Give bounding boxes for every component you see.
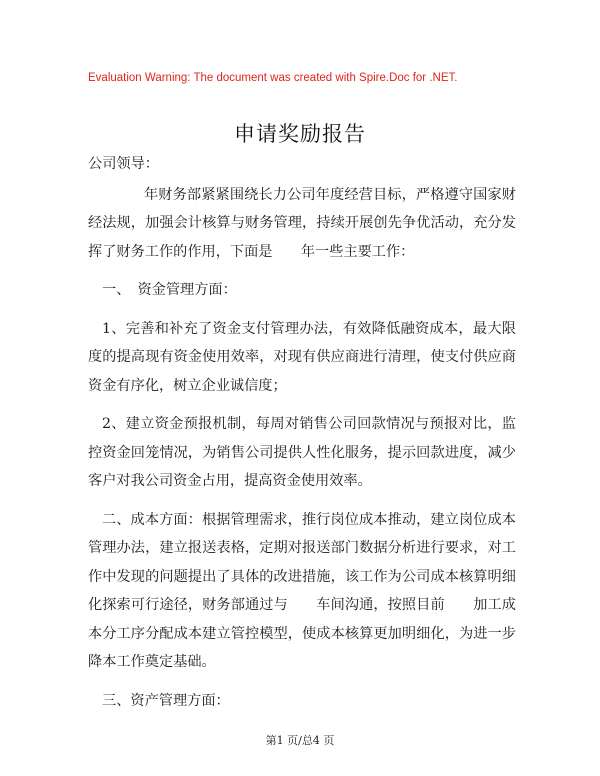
intro-paragraph: 年财务部紧紧围绕长力公司年度经营目标，严格遵守国家财经法规，加强会计核算与财务管理，持续开展创先争优活动，充分发挥了财务工作的作用，下面是 年一些主要工作： [88, 186, 516, 260]
section-heading-assets: 三、资产管理方面： [102, 692, 230, 709]
document-body [88, 150, 516, 715]
section-heading-funds: 一、 资金管理方面： [102, 282, 237, 298]
page-number: 第1 页/总4 页 [265, 734, 335, 747]
evaluation-warning: Evaluation Warning: The document was created with Spire.Doc for .NET. [88, 72, 458, 84]
salutation: 公司领导： [88, 156, 159, 172]
paragraph-item-1: 1、完善和补充了资金支付管理办法，有效降低融资成本，最大限度的提高现有资金使用效率，对现有供应商进行清理，使支付供应商资金有序化，树立企业诚信度； [88, 320, 516, 394]
paragraph-section-cost: 二、成本方面：根据管理需求，推行岗位成本推动，建立岗位成本管理办法，建立报送表格，定期对报送部门数据分析进行要求，对工作中发现的问题提出了具体的改进措施，该工作为公司成本核算明细化探索可行途径，财务部通过与 车间沟通，按照目前 加工成本分工序分配成本建立管控模型，使成本核算更加明细化，为进一步降本工作奠定基础。 [88, 511, 516, 670]
paragraph-item-2: 2、建立资金预报机制，每周对销售公司回款情况与预报对比，监控资金回笼情况，为销售公司提供人性化服务，提示回款进度，减少客户对我公司资金占用，提高资金使用效率。 [88, 416, 516, 489]
document-title: 申请奖励报告 [234, 122, 366, 146]
